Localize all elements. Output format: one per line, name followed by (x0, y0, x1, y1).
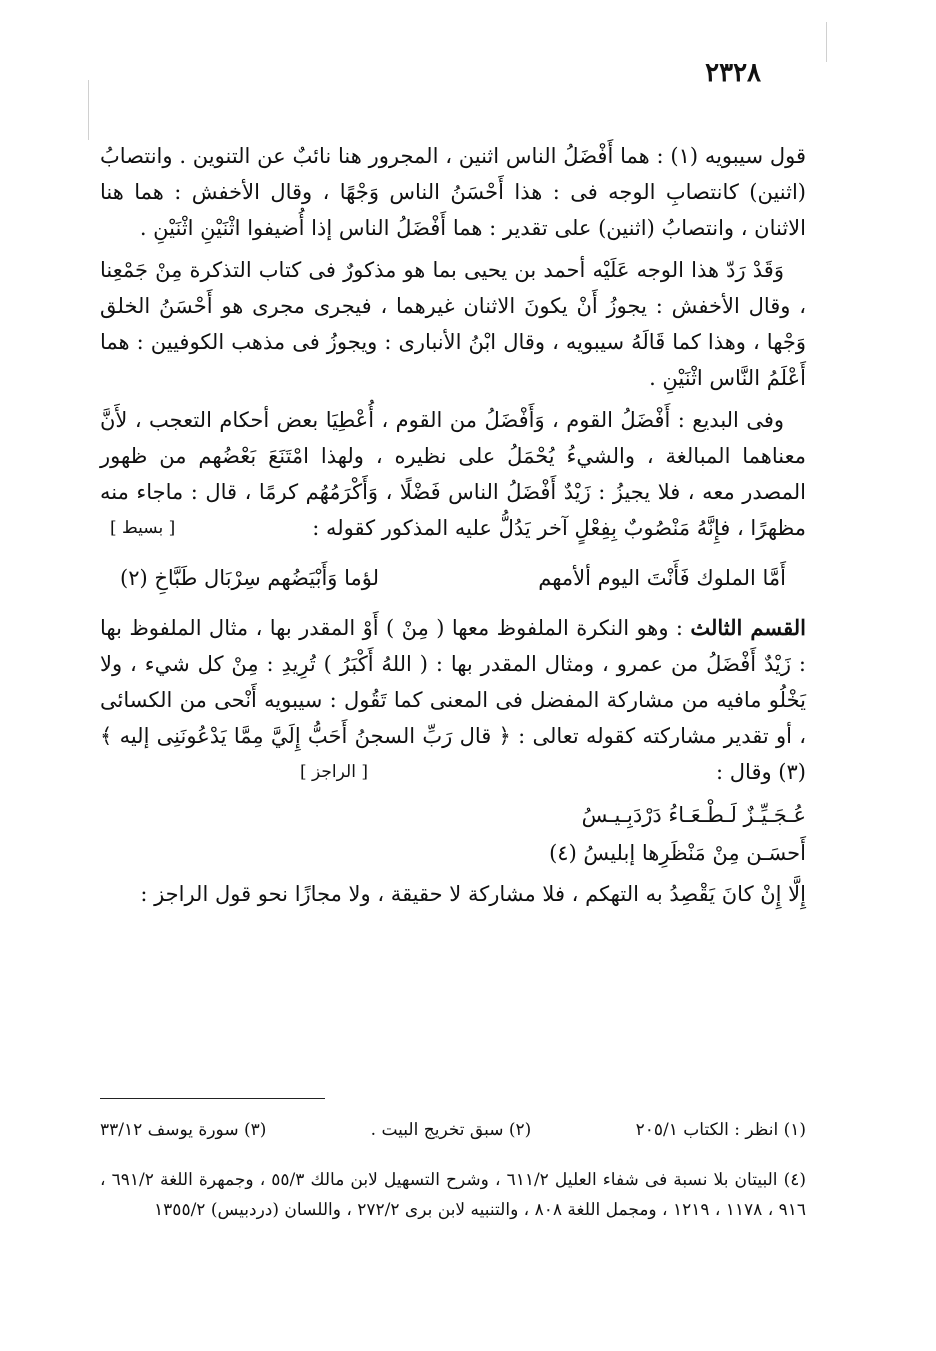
paragraph-badi (100, 402, 806, 546)
section-text: : وهو النكرة الملفوظ معها ( مِنْ ) أَوْ المقدر بها ، مثال الملفوظ بها : زَيْدٌ أَفْضَلُ من عمرو ، ومثال المقدر بها : ( اللهُ أَكْبَرُ ) تُرِيدِ : مِنْ كل شيء ، ولا يَخْلُو مافيه من مشاركة المفضل فى المعنى كما تَقُول : سيبويه أَنْحى من الكسائى ، أو تقدير مشاركته كقوله تعالى : ﴿ قال رَبِّ السجنُ أَحَبُّ إِلَيَّ مِمَّا يَدْعُونَنِى إليه ﴾ (٣) وقال : (100, 616, 806, 784)
verse-first-hemistich: أَمَّا الملوك فَأَنْتَ اليوم ألأمهم (538, 566, 786, 590)
verse-second-hemistich: لؤما وَأَبْيَضُهم سِرْبَال طَبَّاخِ (٢) (120, 566, 379, 590)
rajaz-line: أَحسَـن مِنْ مَنْظَرِها إبليسُ (٤) (549, 841, 806, 865)
paragraph-third-section (100, 610, 806, 790)
footnote-1: (١) انظر : الكتاب ٢٠٥/١ (635, 1120, 806, 1140)
paragraph-ahmad-ibn-yahya: وَقَدْ رَدّ هذا الوجه عَلَيْه أحمد بن يحيى بما هو مذكورٌ فى كتاب التذكرة مِنْ جَمْعِنا ، وقال الأخفش : يجوزُ أَنْ يكونَ الاثنان غيرهما ، فيجرى مجرى هو أَحْسَنُ الخلق وَجْها ، وهذا كما قَالَهُ سيبويه ، وقال ابْنُ الأنبارى : ويجوزُ فى مذهب الكوفيين : هما أَعْلَمُ النَّاس اثْنَيْنِ . (100, 258, 806, 390)
paragraph-badi-text: وفى البديع : أَفْضَلُ القوم ، وَأَفْضَلُ من القوم ، أُعْطِيَا بعض أحكام التعجب ، لأَنَّ معناهما المبالغة ، والشيءُ يُحْمَلُ على نظيره ، ولهذا امْتَنَعَ بَعْضُهم من ظهور المصدر معه ، فلا يجيزُ : زَيْدٌ أَفْضَلُ الناس فَضْلًا ، وَأَكْرَمُهُم كرمًا ، قال : ماجاء منه مظهرًا ، فإِنَّهُ مَنْصُوبٌ بِفِعْلٍ آخر يَدُلُّ عليه المذكور كقوله : (100, 408, 806, 540)
footnote-2: (٢) سبق تخريج البيت . (370, 1120, 532, 1140)
main-text (100, 138, 806, 918)
meter-label-basit: [ بسيط ] (110, 518, 176, 538)
scan-edge-mark (826, 22, 827, 62)
footnote-divider (100, 1098, 325, 1099)
rajaz-verses (100, 796, 806, 872)
page-number: ٢٣٢٨ (705, 58, 761, 88)
footnotes (100, 1115, 806, 1225)
footnote-4: (٤) البيتان بلا نسبة فى شفاء العليل ٦١١/٢ ، وشرح التسهيل لابن مالك ٥٥/٣ ، وجمهرة اللغة ٦٩١/٢ ، ٩١٦ ، ١١٧٨ ، ١٢١٩ ، ومجمل اللغة ٨٠٨ ، والتنبيه لابن برى ٢٧٢/٢ ، واللسان (دردبيس) ١٣٥٥/٢ (100, 1170, 807, 1220)
rajaz-line: عُـجَـيِّـزٌ لَـطْـعَـاءُ دَرْدَبِـيـسُ (581, 803, 806, 827)
poetry-verse (120, 560, 786, 596)
scan-edge-mark (88, 80, 89, 140)
meter-label-rajaz: [ الراجز ] (300, 762, 368, 782)
footnote-3: (٣) سورة يوسف ٣٣/١٢ (100, 1120, 267, 1140)
section-heading: القسم الثالث (690, 615, 806, 640)
footnote-row (100, 1115, 806, 1145)
closing-line: إِلَّا إِنْ كانَ يَقْصِدُ به التهكم ، فلا مشاركة لا حقيقة ، ولا مجازًا نحو قول الراجز : (140, 882, 806, 906)
paragraph-sibawayh: قول سيبويه (١) : هما أَفْضَلُ الناس اثنين ، المجرور هنا نائبٌ عن التنوين . وانتصابُ (اثنين) كانتصابِ الوجه فى : هذا أَحْسَنُ الناس وَجْهًا ، وقال الأخفش : هما هنا الاثنان ، وانتصابُ (اثنين) على تقدير : هما أَفْضَلُ الناس إذا أُضيفوا اثْنَيْنِ اثْنَيْنِ . (100, 144, 806, 240)
